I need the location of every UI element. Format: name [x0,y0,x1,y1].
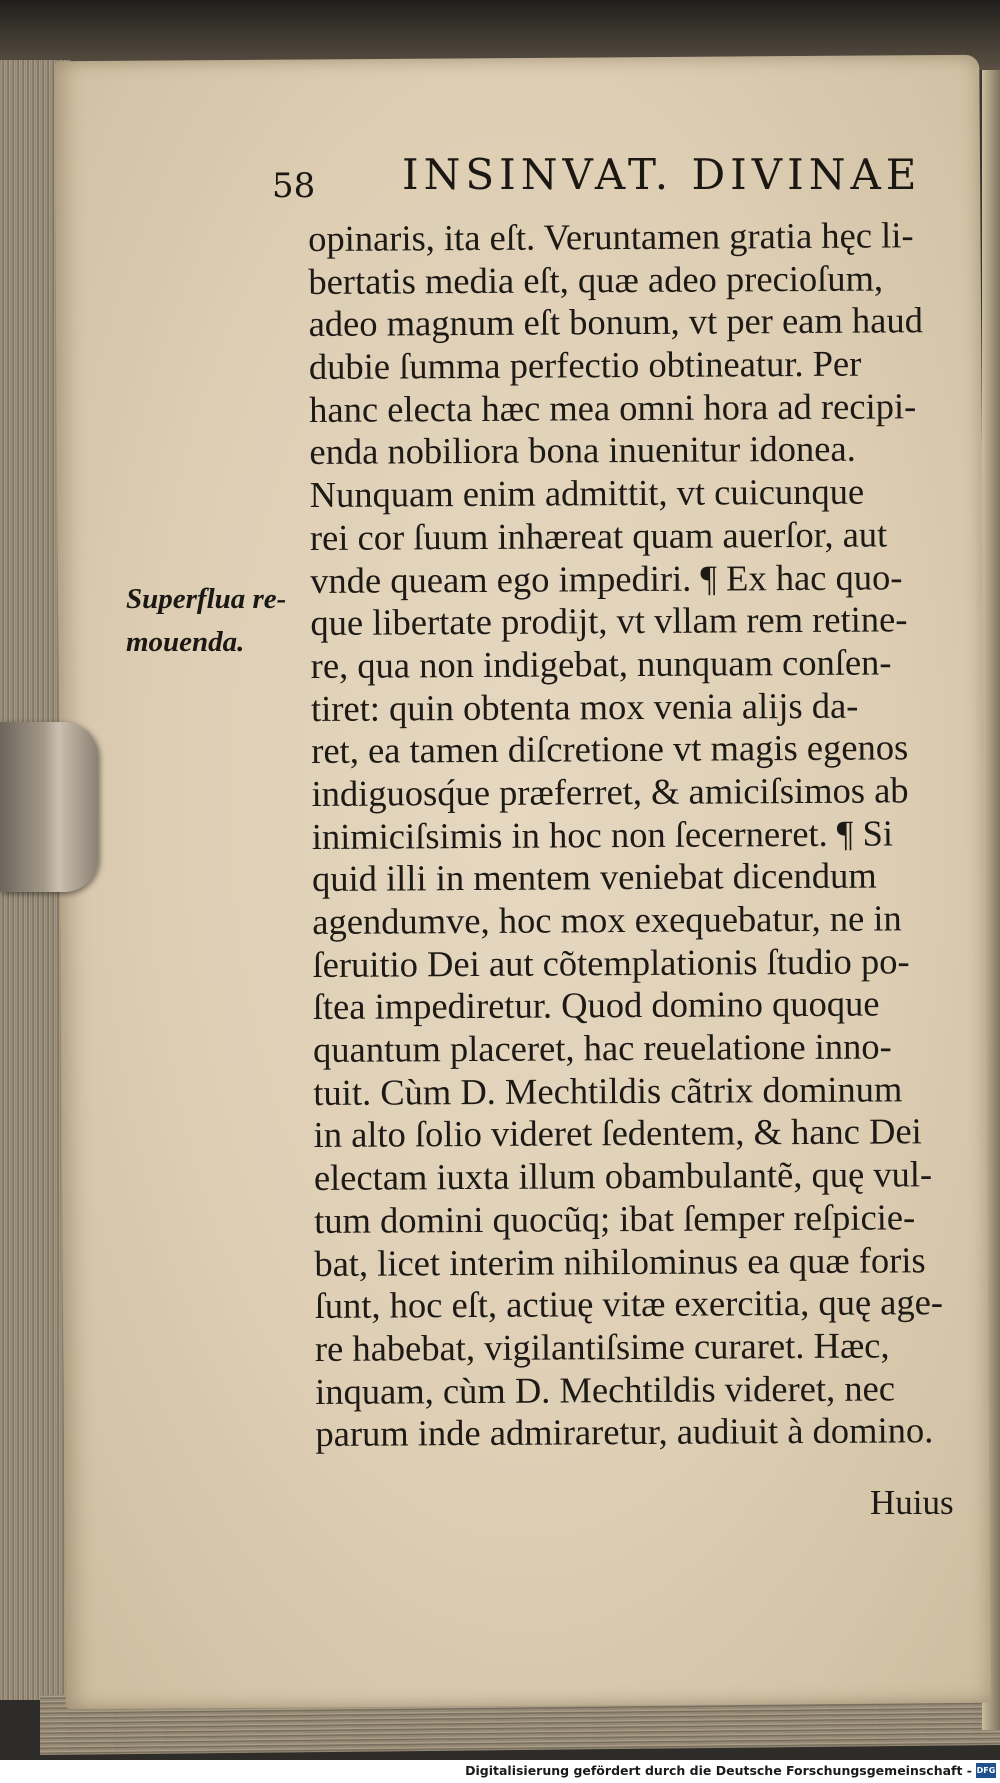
text-line: vnde queam ego impediri. ¶ Ex hac quo- [310,555,903,601]
text-line: dubie ſumma perfectio obtineatur. Per [308,342,862,388]
margin-note-line: Superflua re- [126,583,287,615]
body-text [308,214,976,1456]
text-line: rei cor ſuum inhæreat quam auerſor, aut [309,513,888,558]
text-line: ſtea impediretur. Quod domino quoque [312,982,880,1028]
text-line: indiguosq́ue præferret, & amiciſsimos ab [311,769,909,814]
funding-credit: Digitalisierung gefördert durch die Deutsche Forschungsgemeinschaft - [465,1763,972,1778]
catchword: Huius [870,1483,954,1522]
text-line: bertatis media eſt, quæ adeo precioſum, [308,257,884,302]
text-line: tuit. Cùm D. Mechtildis cãtrix dominum [313,1068,903,1113]
text-line: adeo magnum eſt bonum, vt per eam haud [308,299,924,345]
text-line: in alto ſolio videret ſedentem, & hanc Dei [313,1110,922,1156]
dfg-logo-icon: DFG [976,1763,996,1778]
text-line: ſeruitio Dei aut cõtemplationis ſtudio po- [312,940,910,985]
text-line: tiret: quin obtenta mox venia alijs da- [310,684,859,729]
text-line: bat, licet interim nihilominus ea quæ foris [314,1238,926,1284]
footer-bar [0,1760,1000,1783]
page-header [272,150,972,210]
text-line: ret, ea tamen diſcretione vt magis egenos [311,726,909,772]
text-line: enda nobiliora bona inuenitur idonea. [309,428,856,473]
text-line: agendumve, hoc mox exequebatur, ne in [312,897,902,942]
text-line: opinaris, ita eſt. Veruntamen gratia hęc li- [308,214,914,259]
margin-note [126,578,304,664]
text-line: ſunt, hoc eſt, actiuę vitæ exercitia, quę age- [314,1281,944,1327]
text-line: inimiciſsimis in hoc non ſecerneret. ¶ Si [311,812,894,857]
text-line: quid illi in mentem veniebat dicendum [311,854,877,900]
running-head: INSINVAT. DIVINAE [402,150,922,199]
text-line: parum inde admiraretur, audiuit à domino. [315,1409,934,1455]
text-line: electam iuxta illum obambulantẽ, quę vul- [313,1153,933,1199]
text-line: tum domini quocũq; ibat ſemper reſpicie- [313,1196,916,1241]
text-line: quantum placeret, hac reuelatione inno- [312,1025,892,1071]
margin-note-line: mouenda. [126,626,245,658]
text-line: hanc electa hæc mea omni hora ad recipi- [309,385,917,430]
book-clasp [0,722,98,892]
text-line: que libertate prodijt, vt vllam rem retine- [310,598,908,644]
text-line: inquam, cùm D. Mechtildis videret, nec [315,1366,896,1412]
page-number: 58 [272,166,316,206]
text-line: re, qua non indigebat, nunquam conſen- [310,641,892,686]
text-line: Nunquam enim admittit, vt cuicunque [309,470,865,516]
text-line: re habebat, vigilantiſsime curaret. Hæc, [314,1324,890,1369]
